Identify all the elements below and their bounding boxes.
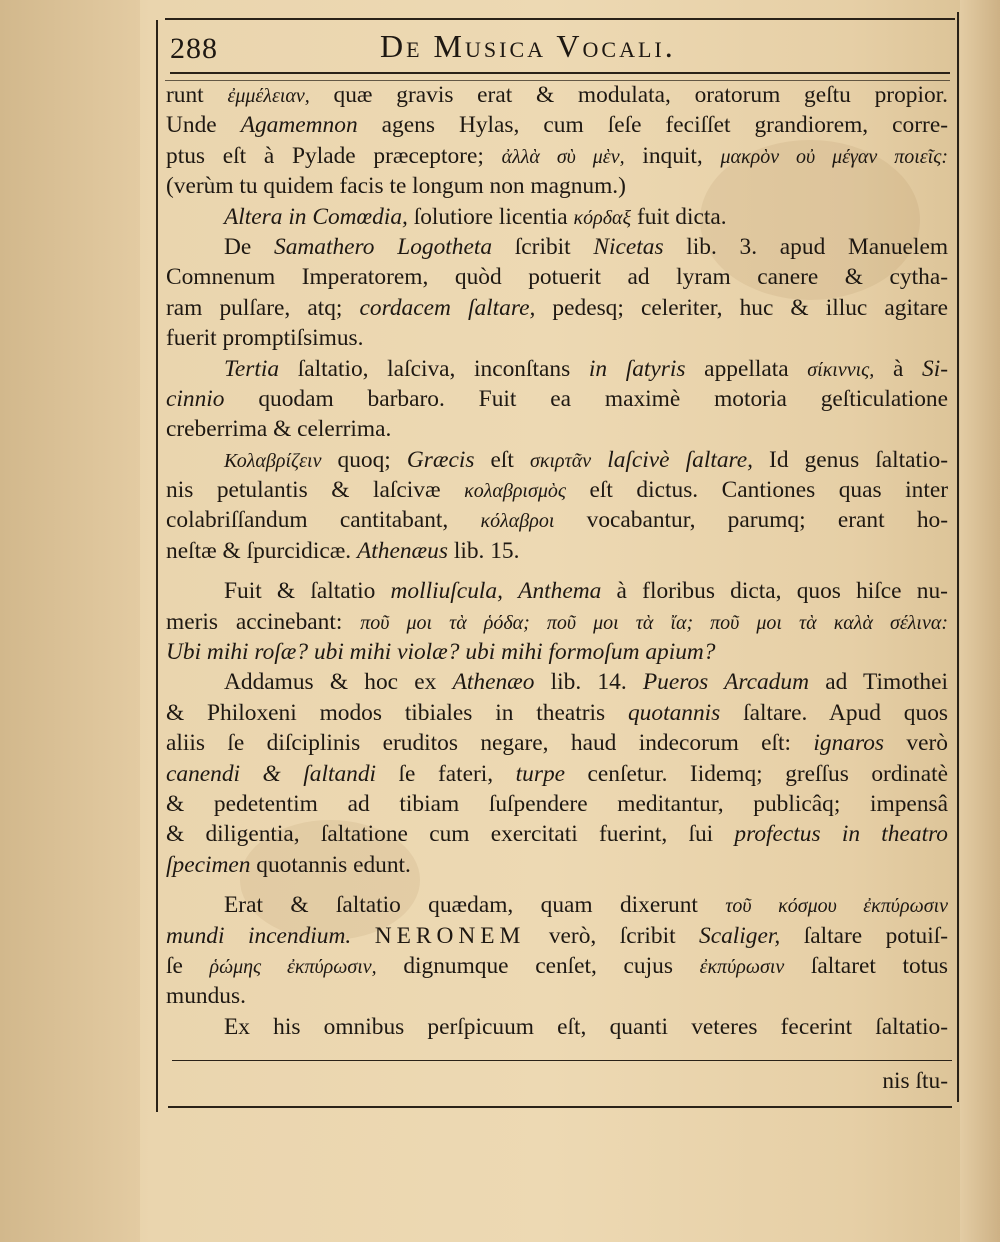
italic-text: turpe: [515, 760, 566, 787]
text-line: [166, 698, 948, 728]
italic-text: Agamemnon: [240, 112, 358, 139]
header-rule-bottom: [170, 72, 950, 74]
italic-text: Tertia: [224, 355, 280, 382]
roman-text: De: [224, 233, 274, 260]
text-line: [166, 354, 948, 384]
text-line: [166, 728, 948, 758]
roman-text: ptus eſt à Pylade præceptore;: [166, 142, 502, 169]
roman-text: neſtæ & ſpurcidicæ.: [166, 537, 357, 564]
italic-text: Samathero Logotheta: [274, 233, 493, 260]
text-line: [166, 951, 948, 981]
footer-rule-top: [172, 1060, 952, 1061]
roman-text: verò, ſcribit: [525, 922, 700, 949]
roman-text: agens Hylas, cum ſeſe feciſſet grandiorem, corre-: [357, 112, 949, 139]
roman-text: colabriſſandum cantitabant,: [166, 507, 481, 534]
catchword: nis ſtu-: [882, 1068, 948, 1094]
greek-text: ποῦ μοι τὰ ῥόδα; ποῦ μοι τὰ ἴα; ποῦ μοι τὰ καλὰ σέλινα:: [360, 611, 948, 634]
italic-text: laſcivè ſaltare,: [607, 446, 753, 473]
italic-text: cinnio: [166, 385, 225, 412]
greek-text: ἀλλὰ σὺ μὲν,: [501, 145, 625, 168]
text-line: [166, 232, 948, 262]
roman-text: cenſetur. Iidemq; greſſus ordinatè: [565, 760, 948, 787]
italic-text: Altera in Comœdia,: [224, 203, 408, 230]
greek-text: σκιρτᾶν: [529, 449, 592, 472]
italic-text: mundi incendium.: [166, 922, 352, 949]
italic-text: quotannis: [627, 699, 721, 726]
italic-text: cordacem ſaltare,: [359, 294, 536, 321]
roman-text: ſolutiore licentia: [407, 203, 574, 230]
roman-text: (verùm tu quidem facis te longum non magnum.): [166, 173, 626, 200]
text-line: [166, 505, 948, 535]
roman-text: [503, 578, 518, 604]
italic-text: Anthema: [518, 578, 602, 605]
page-gutter: [0, 0, 140, 1242]
italic-text: in ſatyris: [588, 355, 686, 382]
roman-text: ram pulſare, atq;: [166, 294, 360, 321]
text-line: [166, 890, 948, 920]
italic-text: Ubi mihi roſæ? ubi mihi violæ? ubi mihi formoſum apium?: [166, 639, 716, 666]
frame-left-rule: [156, 20, 158, 1112]
roman-text: à floribus dicta, quos hiſce nu-: [601, 578, 948, 605]
text-line: [166, 850, 948, 880]
page-edge: [960, 0, 1000, 1242]
frame-right-rule: [957, 12, 959, 1102]
text-line: [166, 536, 948, 566]
roman-text: ſe: [166, 952, 210, 979]
roman-text: dignumque cenſet, cujus: [376, 952, 700, 979]
roman-text: & Philoxeni modos tibiales in theatris: [166, 699, 628, 726]
italic-text: Scaliger,: [699, 922, 781, 949]
greek-text: τοῦ κόσμου ἐκπύρωσιν: [725, 895, 948, 918]
text-line: [166, 323, 948, 353]
text-line: [166, 445, 948, 475]
roman-text: fuit dicta.: [631, 203, 727, 230]
greek-text: κόρδαξ: [573, 206, 632, 229]
spaced-caps-text: NERONEM: [374, 922, 526, 949]
greek-text: ῥώμης ἐκπύρωσιν,: [209, 955, 377, 978]
roman-text: mundus.: [166, 983, 246, 1010]
roman-text: quotannis edunt.: [250, 851, 411, 878]
text-line: [166, 475, 948, 505]
roman-text: Unde: [166, 112, 241, 139]
roman-text: ſe fateri,: [376, 760, 516, 787]
text-line: [166, 384, 948, 414]
roman-text: eſt: [474, 446, 530, 473]
roman-text: Ex his omnibus perſpicuum eſt, quanti veteres fecerint ſaltatio-: [224, 1013, 948, 1040]
greek-text: ἐκπύρωσιν: [699, 955, 785, 978]
italic-text: ignaros: [813, 730, 885, 757]
greek-text: Κολαβρίζειν: [224, 449, 322, 472]
text-line: [166, 759, 948, 789]
roman-text: runt: [166, 82, 228, 108]
text-line: [166, 202, 948, 232]
roman-text: quodam barbaro. Fuit ea maximè motoria geſticulatione: [224, 385, 948, 412]
roman-text: ſaltatio, laſciva, inconſtans: [279, 355, 589, 382]
roman-text: inquit,: [624, 142, 721, 169]
roman-text: ad Timothei: [808, 669, 948, 696]
text-line: [166, 921, 948, 951]
roman-text: Comnenum Imperatorem, quòd potuerit ad lyram canere & cytha-: [166, 264, 948, 291]
page-number: 288: [170, 32, 218, 65]
roman-text: creberrima & celerrima.: [166, 416, 392, 443]
greek-text: μακρὸν οὐ μέγαν ποιεῖς:: [720, 145, 948, 168]
text-line: [166, 110, 948, 140]
italic-text: Si-: [922, 355, 949, 382]
roman-text: lib. 3. apud Manuelem: [663, 233, 949, 260]
roman-text: ſaltare. Apud quos: [720, 699, 948, 726]
text-line: [166, 262, 948, 292]
italic-text: Græcis: [406, 446, 475, 473]
roman-text: appellata: [685, 355, 808, 382]
roman-text: fuerit promptiſsimus.: [166, 325, 364, 352]
italic-text: Pueros Arcadum: [642, 669, 809, 696]
roman-text: ſaltare potuiſ-: [780, 922, 948, 949]
text-line: [166, 789, 948, 819]
running-title: De Musica Vocali.: [380, 28, 676, 64]
text-line: [166, 171, 948, 201]
greek-text: κολαβρισμὸς: [464, 480, 566, 503]
text-line: [166, 667, 948, 697]
roman-text: nis petulantis & laſcivæ: [166, 477, 465, 504]
roman-text: eſt dictus. Cantiones quas inter: [566, 477, 948, 504]
roman-text: & diligentia, ſaltatione cum exercitati fuerint, ſui: [166, 821, 735, 848]
roman-text: [351, 923, 374, 949]
italic-text: profectus in theatro: [734, 821, 949, 848]
text-line: [166, 293, 948, 323]
greek-text: κόλαβροι: [480, 510, 555, 533]
roman-text: quæ gravis erat & modulata, oratorum geſtu propior.: [309, 82, 948, 108]
text-line: [166, 637, 948, 667]
text-line: [166, 607, 948, 637]
roman-text: ſcribit: [492, 233, 594, 260]
roman-text: ſaltaret totus: [784, 952, 948, 979]
roman-text: [591, 447, 607, 473]
italic-text: Athenæo: [452, 669, 535, 696]
roman-text: lib. 14.: [534, 669, 643, 696]
roman-text: vocabantur, parumq; erant ho-: [554, 507, 948, 534]
italic-text: canendi & ſaltandi: [166, 760, 377, 787]
page-header: [170, 20, 950, 70]
italic-text: Athenæus: [357, 537, 448, 564]
text-line: [166, 414, 948, 444]
roman-text: meris accinebant:: [166, 608, 361, 635]
roman-text: aliis ſe diſciplinis eruditos negare, haud indecorum eſt:: [166, 730, 814, 757]
footer-rule-bottom: [168, 1106, 952, 1108]
roman-text: Erat & ſaltatio quædam, quam dixerunt: [224, 892, 726, 919]
italic-text: Nicetas: [593, 233, 664, 260]
italic-text: ſpecimen: [166, 851, 251, 878]
text-line: [166, 981, 948, 1011]
roman-text: verò: [884, 730, 948, 757]
text-line: [166, 819, 948, 849]
text-line: [166, 1012, 948, 1042]
text-line: [166, 141, 948, 171]
roman-text: lib. 15.: [447, 537, 520, 564]
roman-text: Addamus & hoc ex: [224, 669, 453, 696]
roman-text: quoq;: [321, 446, 407, 473]
text-line: [166, 576, 948, 606]
text-line: [166, 80, 948, 110]
roman-text: & pedetentim ad tibiam ſuſpendere meditantur, publicâq; impensâ: [166, 790, 948, 817]
greek-text: σίκιννις,: [807, 358, 875, 381]
roman-text: à: [874, 355, 923, 382]
roman-text: pedesq; celeriter, huc & illuc agitare: [535, 294, 949, 321]
body-text: [166, 80, 948, 1042]
roman-text: Id genus ſaltatio-: [752, 446, 948, 473]
italic-text: molliuſcula,: [390, 578, 503, 605]
roman-text: Fuit & ſaltatio: [224, 578, 391, 605]
greek-text: ἐμμέλειαν,: [227, 85, 310, 107]
